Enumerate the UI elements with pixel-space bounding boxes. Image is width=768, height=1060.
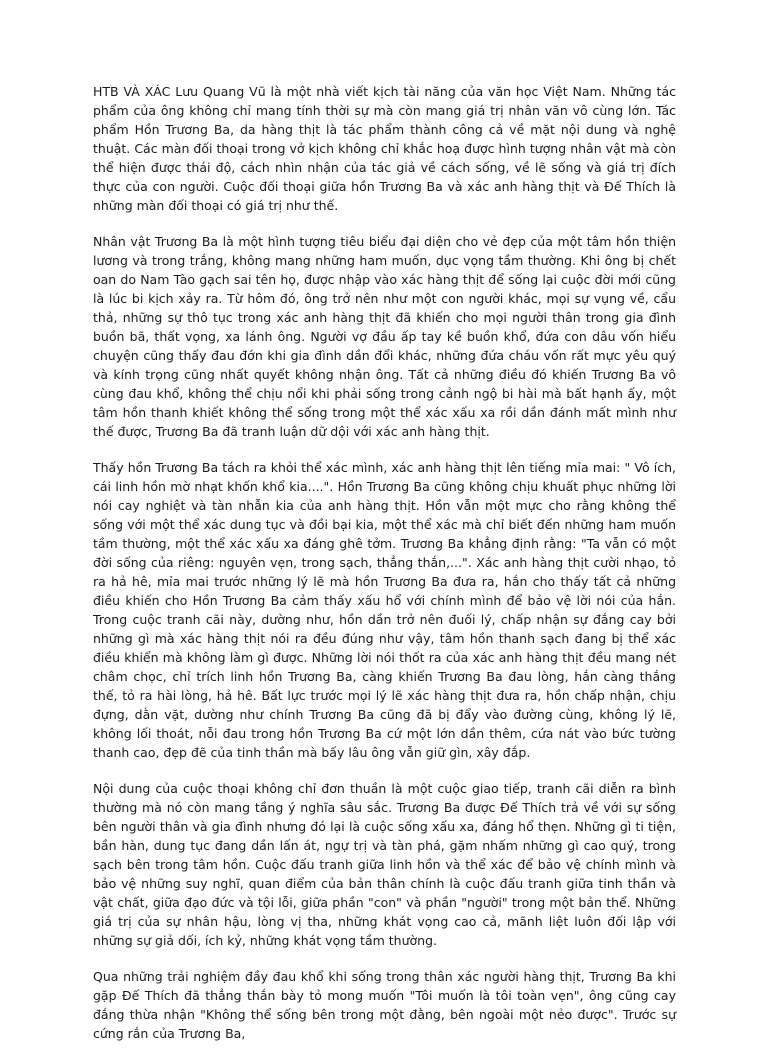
paragraph-conclusion: Qua những trải nghiệm đầy đau khổ khi sống trong thân xác người hàng thịt, Trương Ba khi gặp Đế Thích đã thẳng thắn bày tỏ mong muốn "Tôi muốn là tôi toàn vẹn", ông cũng cay đắng thừa nhận "Không thể sống bên trong một đằng, bên ngoài một nẻo được". Trước sự cứng rắn của Trương Ba, bbox=[93, 969, 676, 1041]
paragraph-meaning: Nội dung của cuộc thoại không chỉ đơn thuần là một cuộc giao tiếp, tranh cãi diễn ra bình thường mà nó còn mang tầng ý nghĩa sâu sắc. Trương Ba được Đế Thích trả về với sự sống bên người thân và gia đình nhưng đó lại là cuộc sống xấu xa, đáng hổ thẹn. Những gì ti tiện, bần hàn, dung tục đang dần lấn át, ngự trị và tàn phá, gặm nhấm những gì cao quý, trong sạch bên trong tâm hồn. Cuộc đấu tranh giữa linh hồn và thể xác để bảo vệ chính mình và bảo vệ những suy nghĩ, quan điểm của bản thân chính là cuộc đấu tranh giữa tinh thần và vật chất, giữa đạo đức và tội lỗi, giữa phần "con" và phần "người" trong một bản thể. Những giá trị của sự nhân hậu, lòng vị tha, những khát vọng cao cả, mãnh liệt luôn đối lập với những sự giả dối, ích kỷ, những khát vọng tầm thường. bbox=[93, 781, 676, 948]
document-body bbox=[93, 82, 676, 1060]
paragraph-truong-ba-character: Nhân vật Trương Ba là một hình tượng tiêu biểu đại diện cho vẻ đẹp của một tâm hồn thiện lương và trong trắng, không mang những ham muốn, dục vọng tầm thường. Khi ông bị chết oan do Nam Tào gạch sai tên họ, được nhập vào xác hàng thịt để sống lại cuộc đời mới cũng là lúc bi kịch xảy ra. Từ hôm đó, ông trở nên như một con người khác, mọi sự vụng về, cẩu thả, những sự thô tục trong xác anh hàng thịt đã khiến cho mọi người thân trong gia đình buồn bã, thất vọng, xa lánh ông. Người vợ đầu ấp tay kề buồn khổ, đứa con dâu vốn hiểu chuyện cũng thấy đau đớn khi gia đình dần đổi khác, những đứa cháu vốn rất mực yêu quý và kính trọng cũng nhất quyết không nhận ông. Tất cả những điều đó khiến Trương Ba vô cùng đau khổ, không thể chịu nổi khi phải sống trong cảnh ngộ bi hài mà bất hạnh ấy, một tâm hồn thanh khiết không thể sống trong một thể xác xấu xa rồi dần đánh mất mình như thế được, Trương Ba đã tranh luận dữ dội với xác anh hàng thịt. bbox=[93, 234, 676, 439]
paragraph-dialogue-with-body: Thấy hồn Trương Ba tách ra khỏi thể xác mình, xác anh hàng thịt lên tiếng mỉa mai: " Vô ích, cái linh hồn mờ nhạt khốn khổ kia....". Hồn Trương Ba cũng không chịu khuất phục những lời nói cay nghiệt và tàn nhẫn kia của anh hàng thịt. Hồn vẫn một mực cho rằng không thể sống với một thể xác dung tục và đồi bại kia, một thể xác mà chỉ biết đến những ham muốn tầm thường, một thể xác xấu xa đáng ghê tởm. Trương Ba khẳng định rằng: "Ta vẫn có một đời sống của riêng: nguyên vẹn, trong sạch, thẳng thắn,...". Xác anh hàng thịt cười nhạo, tỏ ra hả hê, mỉa mai trước những lý lẽ mà hồn Trương Ba đưa ra, hắn cho thấy tất cả những điều khiến cho Hồn Trương Ba cảm thấy xấu hổ với chính mình để bảo vệ lời nói của hắn. Trong cuộc tranh cãi này, dường như, hồn dần trở nên đuối lý, chấp nhận sự đắng cay bởi những gì mà xác hàng thịt nói ra đều đúng như vậy, tâm hồn thanh sạch đang bị thể xác điều khiển mà không làm gì được. Những lời nói thốt ra của xác anh hàng thịt đều mang nét châm chọc, chỉ trích linh hồn Trương Ba, càng khiến Trương Ba đau lòng, hắn càng thắng thế, tỏ ra hài lòng, hả hê. Bất lực trước mọi lý lẽ xác hàng thịt đưa ra, hồn chấp nhận, chịu đựng, dằn vặt, dường như chính Trương Ba cũng đã bị đẩy vào đường cùng, không lý lẽ, không lối thoát, nỗi đau trong hồn Trương Ba cứ một lớn dần thêm, cứa nát vào bức tường thanh cao, đẹp đẽ của tinh thần mà bấy lâu ông vẫn giữ gìn, xây đắp. bbox=[93, 460, 676, 760]
paragraph-intro: HTB VÀ XÁC Lưu Quang Vũ là một nhà viết kịch tài năng của văn học Việt Nam. Những tác phẩm của ông không chỉ mang tính thời sự mà còn mang giá trị nhân văn vô cùng lớn. Tác phẩm Hồn Trương Ba, da hàng thịt là tác phẩm thành công cả về mặt nội dung và nghệ thuật. Các màn đối thoại trong vở kịch không chỉ khắc hoạ được hình tượng nhân vật mà còn thể hiện được thái độ, cách nhìn nhận của tác giả về cách sống, về lẽ sống và giá trị đích thực của con người. Cuộc đối thoại giữa hồn Trương Ba và xác anh hàng thịt và Đế Thích là những màn đối thoại có giá trị như thế. bbox=[93, 84, 676, 213]
